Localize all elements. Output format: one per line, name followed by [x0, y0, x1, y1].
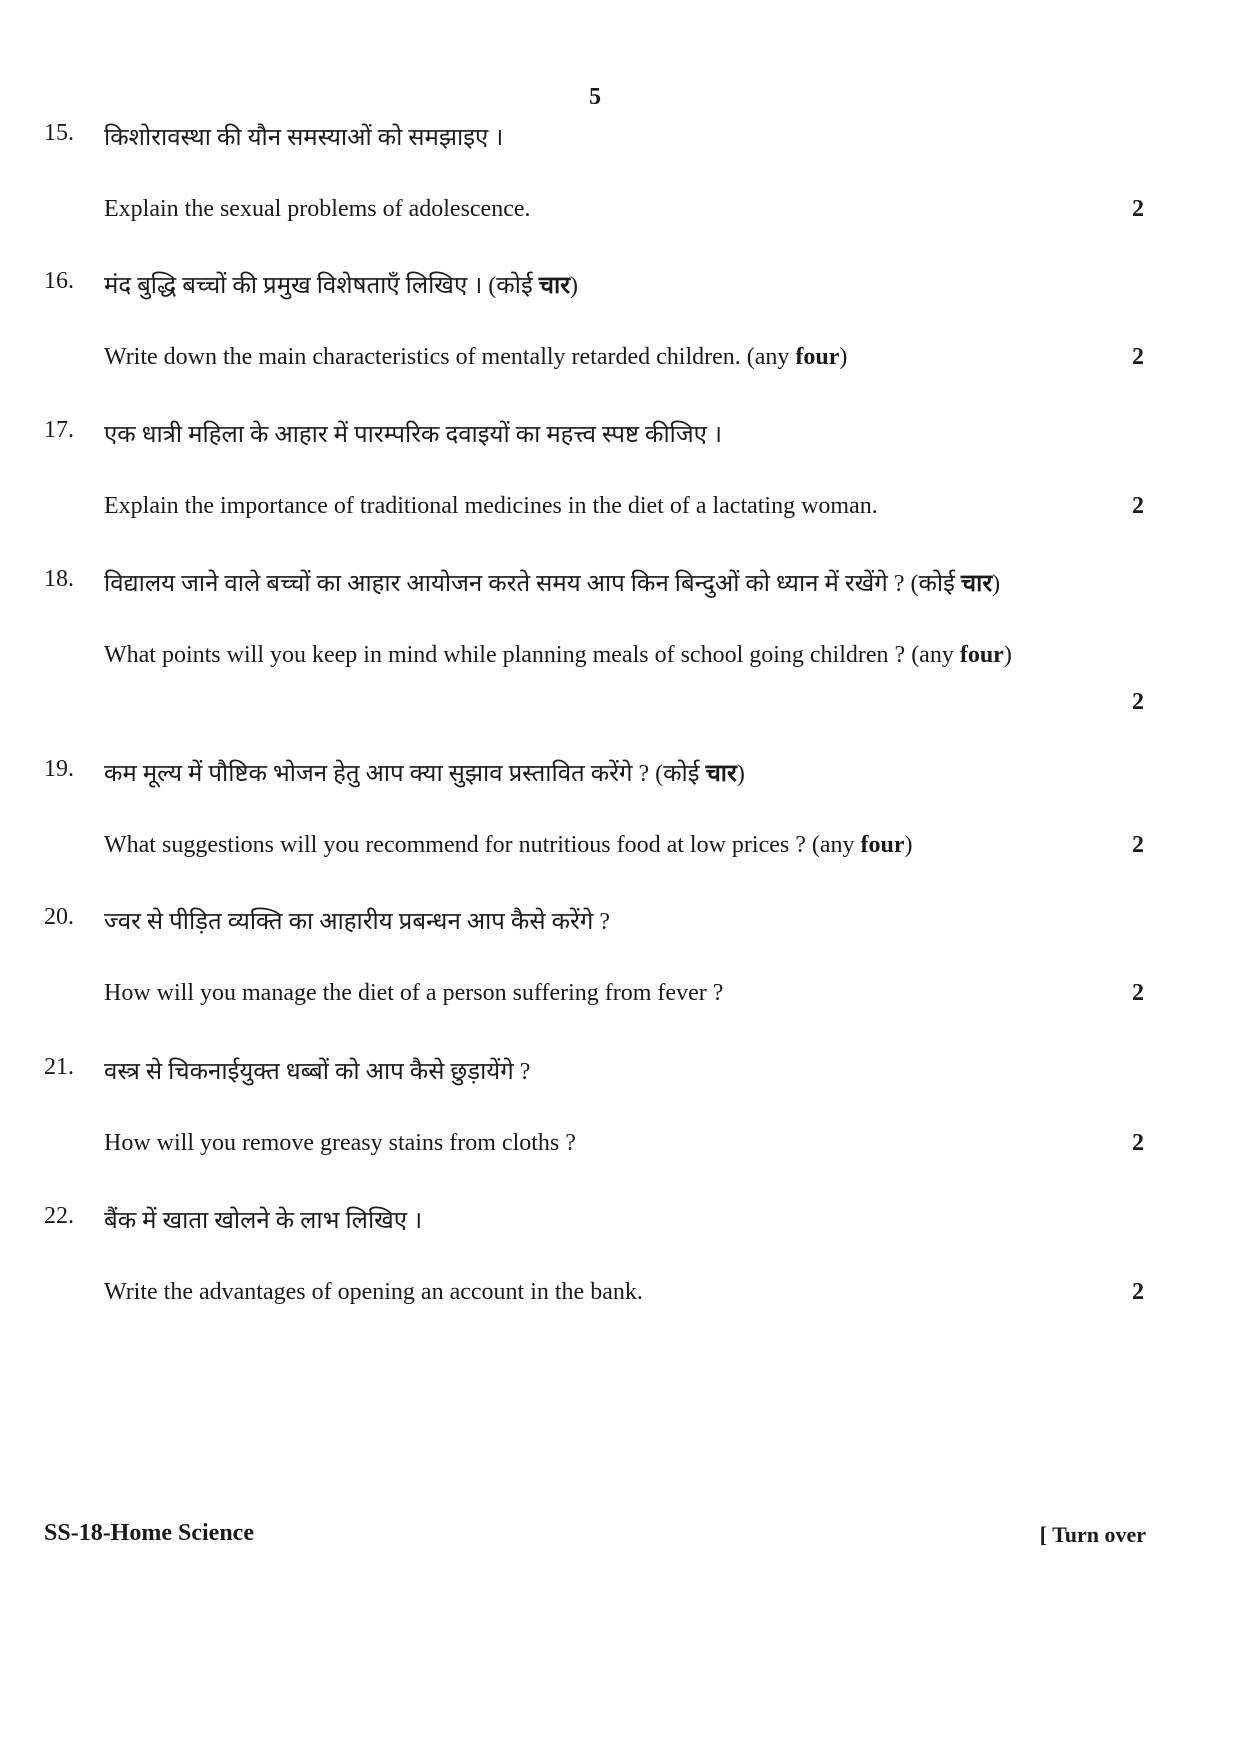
question-number: 15. — [44, 120, 74, 146]
question-text-hindi: विद्यालय जाने वाले बच्चों का आहार आयोजन करते समय आप किन बिन्दुओं को ध्यान में रखेंगे ? (कोई चार) — [104, 571, 1001, 597]
question-number: 16. — [44, 268, 74, 294]
question-number: 21. — [44, 1054, 74, 1080]
question-marks: 2 — [1132, 196, 1144, 222]
question-text-hindi: मंद बुद्धि बच्चों की प्रमुख विशेषताएँ लिखिए । (कोई चार) — [104, 273, 579, 299]
question-marks: 2 — [1132, 493, 1144, 519]
question-text-hindi: वस्त्र से चिकनाईयुक्त धब्बों को आप कैसे छुड़ायेंगे ? — [104, 1059, 531, 1085]
question-text-hindi: एक धात्री महिला के आहार में पारम्परिक दवाइयों का महत्त्व स्पष्ट कीजिए । — [104, 422, 723, 448]
question-text-english: Write the advantages of opening an account in the bank. — [104, 1279, 643, 1305]
question-number: 18. — [44, 566, 74, 592]
question-marks: 2 — [1132, 1130, 1144, 1156]
question-number: 22. — [44, 1203, 74, 1229]
question-text-english: Write down the main characteristics of mentally retarded children. (any four) — [104, 344, 848, 370]
page-number: 5 — [589, 84, 601, 110]
question-marks: 2 — [1132, 980, 1144, 1006]
question-text-english: What points will you keep in mind while planning meals of school going children ? (any four) — [104, 642, 1012, 668]
question-number: 20. — [44, 904, 74, 930]
question-marks: 2 — [1132, 689, 1144, 715]
question-marks: 2 — [1132, 1279, 1144, 1305]
question-marks: 2 — [1132, 832, 1144, 858]
footer-turn-over: [ Turn over — [1039, 1522, 1146, 1547]
question-text-hindi: किशोरावस्था की यौन समस्याओं को समझाइए । — [104, 125, 504, 151]
question-text-english: How will you remove greasy stains from cloths ? — [104, 1130, 576, 1156]
question-text-hindi: बैंक में खाता खोलने के लाभ लिखिए । — [104, 1208, 423, 1234]
question-number: 17. — [44, 417, 74, 443]
question-text-english: What suggestions will you recommend for nutritious food at low prices ? (any four) — [104, 832, 913, 858]
question-number: 19. — [44, 756, 74, 782]
question-text-english: How will you manage the diet of a person suffering from fever ? — [104, 980, 724, 1006]
question-text-english: Explain the importance of traditional medicines in the diet of a lactating woman. — [104, 493, 878, 519]
question-text-hindi: ज्वर से पीड़ित व्यक्ति का आहारीय प्रबन्धन आप कैसे करेंगे ? — [104, 909, 610, 935]
footer-paper-code: SS-18-Home Science — [44, 1520, 254, 1546]
question-text-english: Explain the sexual problems of adolescence. — [104, 196, 531, 222]
question-text-hindi: कम मूल्य में पौष्टिक भोजन हेतु आप क्या सुझाव प्रस्तावित करेंगे ? (कोई चार) — [104, 761, 745, 787]
question-marks: 2 — [1132, 344, 1144, 370]
